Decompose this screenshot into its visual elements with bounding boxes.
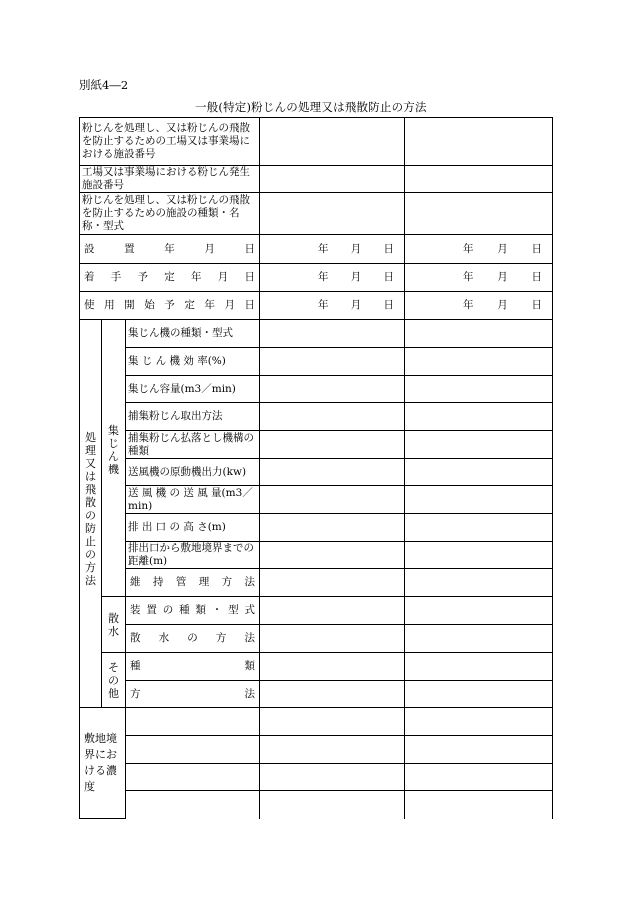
- date-cell[interactable]: [260, 264, 405, 292]
- label-char: 防: [85, 521, 96, 535]
- label-char: じ: [108, 437, 119, 450]
- entry-cell[interactable]: [405, 403, 553, 431]
- label-char: 理: [198, 576, 210, 588]
- entry-cell[interactable]: [405, 193, 553, 235]
- entry-cell[interactable]: [405, 597, 553, 625]
- label-char: 月: [204, 242, 215, 255]
- date-month: 月: [497, 299, 508, 311]
- label-char: 法: [244, 632, 255, 644]
- label-char: 定: [184, 299, 195, 311]
- entry-cell[interactable]: [405, 569, 553, 597]
- date-month: 月: [497, 242, 508, 255]
- label-char: 使: [84, 299, 95, 311]
- boundary-label: 敷地境界における濃度: [80, 708, 126, 819]
- collector-label: [102, 320, 126, 597]
- entry-cell[interactable]: [260, 459, 405, 486]
- label-char: 方: [85, 560, 96, 574]
- date-day: 日: [383, 271, 395, 283]
- other-item: [126, 653, 260, 681]
- entry-cell[interactable]: [260, 736, 405, 764]
- label-char: 用: [104, 299, 115, 311]
- operation-date-label: [80, 292, 260, 320]
- entry-cell[interactable]: [126, 764, 260, 791]
- label-char: の: [108, 673, 119, 687]
- label-char: 飛: [85, 482, 96, 496]
- form-table: [79, 117, 553, 819]
- date-month: 月: [350, 299, 362, 311]
- label-char: 散: [85, 495, 96, 509]
- entry-cell[interactable]: [260, 653, 405, 681]
- collector-item: 集じん機の種類・型式: [126, 320, 260, 348]
- entry-cell[interactable]: [405, 708, 553, 736]
- entry-cell[interactable]: [260, 681, 405, 708]
- label-char: 水: [158, 632, 170, 644]
- label-char: の: [85, 508, 96, 522]
- label-char: 設: [84, 242, 95, 255]
- entry-cell[interactable]: [260, 193, 405, 235]
- entry-cell[interactable]: [260, 348, 405, 376]
- date-day: 日: [531, 242, 543, 255]
- label-char: 散: [108, 611, 119, 625]
- date-year: 年: [463, 271, 474, 283]
- collector-item: 集じん容量(m3／min): [126, 376, 260, 403]
- entry-cell[interactable]: [405, 542, 553, 569]
- entry-cell[interactable]: [260, 708, 405, 736]
- label-char: ん: [108, 450, 119, 463]
- date-cell[interactable]: [405, 264, 553, 292]
- label-char: 定: [164, 271, 175, 283]
- label-char: 類: [244, 660, 256, 672]
- entry-cell[interactable]: [260, 764, 405, 791]
- label-char: 集: [108, 424, 119, 437]
- entry-cell[interactable]: [405, 791, 553, 819]
- entry-cell[interactable]: [260, 486, 405, 514]
- entry-cell[interactable]: [260, 118, 405, 166]
- label-char: 機: [108, 463, 119, 476]
- collector-item: 集 じ ん 機 効 率(%): [126, 348, 260, 376]
- date-month: 月: [497, 271, 508, 283]
- entry-cell[interactable]: [260, 431, 405, 459]
- date-day: 日: [383, 299, 395, 311]
- date-year: 年: [463, 242, 474, 255]
- entry-cell[interactable]: [260, 542, 405, 569]
- entry-cell[interactable]: [405, 486, 553, 514]
- entry-cell[interactable]: [405, 376, 553, 403]
- label-char: 法: [244, 576, 256, 588]
- entry-cell[interactable]: [405, 653, 553, 681]
- label-char: は: [85, 469, 96, 483]
- label-char: 開: [124, 299, 135, 311]
- entry-cell[interactable]: [405, 736, 553, 764]
- spray-item: [126, 597, 260, 625]
- spray-label: [102, 597, 126, 653]
- date-cell[interactable]: [405, 235, 553, 264]
- label-char: 年: [204, 299, 215, 311]
- source-number-label: 工場又は事業場における粉じん発生施設番号: [80, 166, 260, 193]
- entry-cell[interactable]: [405, 320, 553, 348]
- entry-cell[interactable]: [405, 459, 553, 486]
- label-char: 着: [84, 271, 95, 283]
- installation-date-label: [80, 235, 260, 264]
- label-char: 装: [130, 604, 141, 616]
- date-day: 日: [383, 242, 395, 255]
- label-char: 手: [110, 271, 122, 283]
- other-label: [102, 653, 126, 708]
- entry-cell[interactable]: [260, 569, 405, 597]
- label-char: 日: [244, 242, 255, 255]
- label-char: 水: [108, 624, 119, 638]
- label-char: 式: [244, 604, 256, 616]
- entry-cell[interactable]: [405, 514, 553, 542]
- entry-cell[interactable]: [405, 625, 553, 653]
- label-char: 他: [108, 686, 119, 700]
- label-char: 管: [175, 576, 187, 588]
- entry-cell[interactable]: [126, 708, 260, 736]
- label-char: 理: [85, 443, 96, 457]
- facility-type-label: 粉じんを処理し、又は粉じんの飛散を防止するための施設の種類・名称・型式: [80, 193, 260, 235]
- entry-cell[interactable]: [260, 791, 405, 819]
- document-id: 別紙4―2: [79, 78, 129, 92]
- label-char: 処: [85, 430, 96, 444]
- entry-cell[interactable]: [405, 348, 553, 376]
- entry-cell[interactable]: [126, 736, 260, 764]
- label-char: 法: [85, 573, 96, 587]
- label-char: 型: [228, 604, 239, 616]
- label-char: 日: [244, 299, 255, 311]
- date-cell[interactable]: [260, 235, 405, 264]
- label-char: の: [85, 547, 96, 561]
- label-char: ・: [211, 604, 223, 616]
- entry-cell[interactable]: [405, 764, 553, 791]
- entry-cell[interactable]: [260, 597, 405, 625]
- label-char: 方: [221, 576, 233, 588]
- label-char: 年: [191, 271, 202, 283]
- entry-cell[interactable]: [260, 376, 405, 403]
- label-char: 種: [130, 660, 141, 672]
- label-char: 年: [164, 242, 175, 255]
- date-month: 月: [350, 271, 362, 283]
- label-char: 置: [124, 242, 135, 255]
- date-year: 年: [318, 242, 329, 255]
- label-char: 種: [179, 604, 190, 616]
- label-char: 方: [215, 632, 227, 644]
- collector-item: 送風機の原動機出力(kw): [126, 459, 260, 486]
- collector-item: [126, 569, 260, 597]
- label-char: 月: [217, 271, 229, 283]
- label-char: 日: [244, 271, 255, 283]
- label-char: 持: [152, 576, 164, 588]
- label-char: 止: [85, 534, 96, 548]
- label-char: 類: [195, 604, 206, 616]
- entry-cell[interactable]: [260, 514, 405, 542]
- label-char: 置: [146, 604, 157, 616]
- entry-cell[interactable]: [260, 625, 405, 653]
- date-day: 日: [531, 299, 543, 311]
- date-cell[interactable]: [405, 292, 553, 320]
- collector-item: 送 風 機 の 送 風 量(m3／min): [126, 486, 260, 514]
- label-char: 維: [130, 576, 141, 588]
- label-char: の: [187, 632, 198, 644]
- label-char: 予: [164, 299, 175, 311]
- label-char: そ: [108, 660, 119, 674]
- date-year: 年: [318, 299, 329, 311]
- entry-cell[interactable]: [405, 681, 553, 708]
- entry-cell[interactable]: [405, 118, 553, 166]
- document-title: 一般(特定)粉じんの処理又は飛散防止の方法: [195, 100, 427, 114]
- label-char: の: [162, 604, 174, 616]
- entry-cell[interactable]: [126, 791, 260, 819]
- collector-item: 捕集粉じん取出方法: [126, 403, 260, 431]
- date-year: 年: [318, 271, 329, 283]
- entry-cell[interactable]: [260, 403, 405, 431]
- entry-cell[interactable]: [405, 431, 553, 459]
- entry-cell[interactable]: [260, 166, 405, 193]
- collector-item: 捕集粉じん払落とし機構の種類: [126, 431, 260, 459]
- entry-cell[interactable]: [405, 166, 553, 193]
- collector-item: 排 出 口 の 高 さ(m): [126, 514, 260, 542]
- spray-item: [126, 625, 260, 653]
- collector-item: 排出口から敷地境界までの距離(m): [126, 542, 260, 569]
- date-year: 年: [463, 299, 474, 311]
- label-char: 散: [130, 632, 141, 644]
- date-cell[interactable]: [260, 292, 405, 320]
- label-char: 法: [244, 687, 256, 700]
- label-char: 月: [224, 299, 235, 311]
- label-char: 又: [85, 456, 96, 470]
- date-month: 月: [350, 242, 362, 255]
- facility-number-label: 粉じんを処理し、又は粉じんの飛散を防止するための工場又は事業場における施設番号: [80, 118, 260, 166]
- label-char: 方: [130, 687, 141, 700]
- label-char: 始: [144, 299, 155, 311]
- method-label: [80, 320, 102, 708]
- other-item: [126, 681, 260, 708]
- date-day: 日: [531, 271, 543, 283]
- label-char: 予: [137, 271, 148, 283]
- start-date-label: [80, 264, 260, 292]
- entry-cell[interactable]: [260, 320, 405, 348]
